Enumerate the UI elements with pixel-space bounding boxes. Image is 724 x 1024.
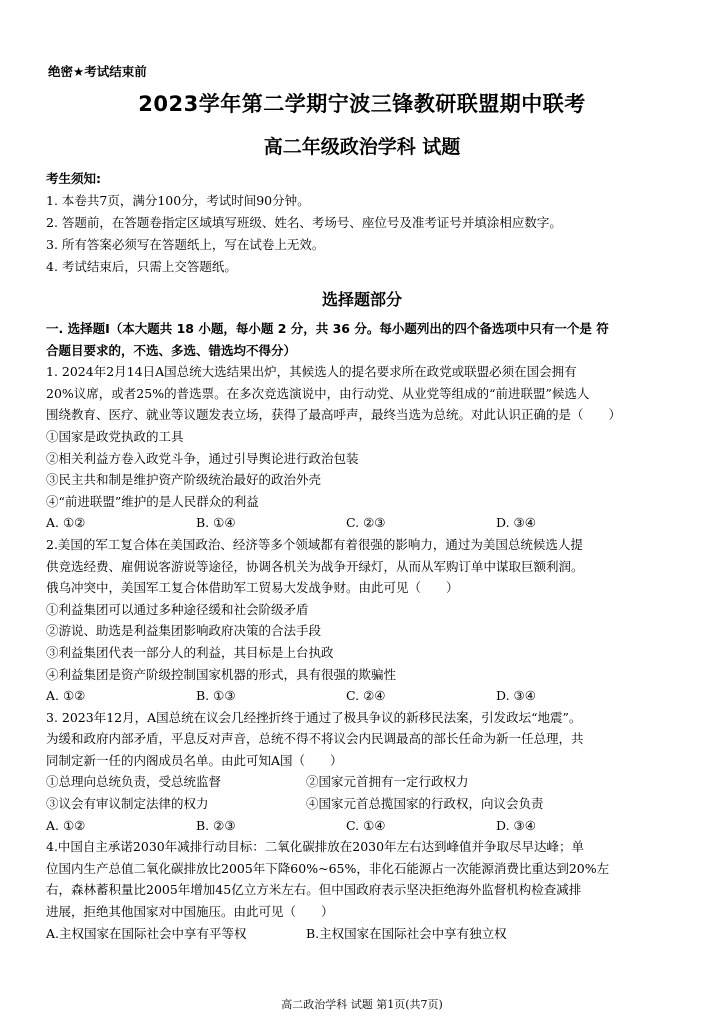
page-footer: 高二政治学科 试题 第1页(共7页) (281, 998, 443, 1011)
notice-item: 4. 考试结束后，只需上交答题纸。 (46, 259, 237, 274)
section-instructions: 合题目要求的，不选、多选、错选均不得分） (46, 342, 297, 358)
exam-subtitle: 高二年级政治学科 试题 (263, 136, 461, 158)
confidential-mark: 绝密★考试结束前 (48, 64, 147, 79)
notice-heading: 考生须知: (46, 171, 101, 186)
question-3 (46, 707, 686, 837)
option-b: B.主权国家在国际社会中享有独立权 (306, 925, 507, 941)
option-a: A.主权国家在国际社会中享有平等权 (46, 925, 247, 941)
question-body (46, 318, 686, 944)
option-b: B. ②③ (196, 817, 236, 833)
section-title: 选择题部分 (321, 290, 402, 309)
answer-options (46, 685, 686, 707)
question-2 (46, 534, 686, 707)
question-text: 围绕教育、医疗、就业等议题发表立场，获得了最高呼声，最终当选为总统。对此认识正确的是（ ） (46, 407, 622, 423)
statement: ①国家是政党执政的工具 (46, 428, 184, 444)
statement-row (46, 771, 686, 793)
option-a: A. ①② (46, 515, 86, 531)
question-text: 2.美国的军工复合体在美国政治、经济等多个领域都有着很强的影响力，通过为美国总统候选人提 (46, 536, 583, 552)
statement: ④“前进联盟”维护的是人民群众的利益 (46, 493, 259, 509)
candidate-notice (46, 168, 686, 278)
statement: ②相关利益方卷入政党斗争，通过引导舆论进行政治包装 (46, 450, 359, 466)
option-c: C. ②③ (346, 515, 386, 531)
option-a: A. ①② (46, 688, 86, 704)
question-1 (46, 361, 686, 534)
notice-item: 3. 所有答案必须写在答题纸上，写在试卷上无效。 (46, 237, 325, 252)
option-a: A. ①② (46, 817, 86, 833)
question-text: 进展，拒绝其他国家对中国施压。由此可见（ ） (46, 904, 334, 920)
question-text: 为缓和政府内部矛盾，平息反对声音，总统不得不将议会内民调最高的部长任命为新一任总理，共 (46, 731, 584, 747)
statement-row (46, 793, 686, 815)
statement: ③利益集团代表一部分人的利益，其目标是上台执政 (46, 644, 334, 660)
statement: ①总理向总统负责，受总统监督 (46, 774, 222, 790)
option-d: D. ③④ (496, 688, 536, 704)
option-d: D. ③④ (496, 817, 536, 833)
statement: ④利益集团是资产阶级控制国家机器的形式，具有很强的欺骗性 (46, 666, 397, 682)
option-d: D. ③④ (496, 515, 536, 531)
statement: ②国家元首拥有一定行政权力 (306, 774, 469, 790)
question-text: 右，森林蓄积量比2005年增加45亿立方米左右。但中国政府表示坚决拒绝海外监督机构检查减排 (46, 882, 582, 898)
option-b: B. ①③ (196, 688, 236, 704)
statement: ④国家元首总揽国家的行政权，向议会负责 (306, 796, 544, 812)
question-text: 位国内生产总值二氧化碳排放比2005年下降60%~65%，非化石能源占一次能源消费比重达到20%左 (46, 860, 610, 876)
answer-options (46, 923, 686, 945)
answer-options (46, 815, 686, 837)
section-instructions: 一. 选择题Ⅰ（本大题共 18 小题，每小题 2 分，共 36 分。每小题列出的四个备选项中只有一个是 符 (46, 321, 609, 336)
option-b: B. ①④ (196, 515, 236, 531)
notice-item: 2. 答题前，在答题卷指定区域填写班级、姓名、考场号、座位号及准考证号并填涂相应数字。 (46, 215, 562, 230)
option-c: C. ①④ (346, 817, 386, 833)
exam-title: 2023学年第二学期宁波三锋教研联盟期中联考 (138, 92, 586, 116)
question-text: 供竞选经费、雇佣说客游说等途径，协调各机关为战争开绿灯，从而从军购订单中谋取巨额利润。 (46, 558, 584, 574)
notice-item: 1. 本卷共7页，满分100分，考试时间90分钟。 (46, 193, 310, 208)
question-text: 俄乌冲突中，美国军工复合体借助军工贸易大发战争财。由此可见（ ） (46, 580, 459, 596)
statement: ①利益集团可以通过多种途径缓和社会阶级矛盾 (46, 601, 309, 617)
question-text: 3. 2023年12月，A国总统在议会几经挫折终于通过了极具争议的新移民法案，引发政坛“地震”。 (46, 709, 582, 725)
question-text: 1. 2024年2月14日A国总统大选结果出炉，其候选人的提名要求所在政党或联盟必须在国会拥有 (46, 364, 577, 380)
question-4 (46, 836, 686, 944)
statement: ②游说、助选是利益集团影响政府决策的合法手段 (46, 623, 322, 639)
question-text: 同制定新一任的内阁成员名单。由此可知A国（ ） (46, 752, 343, 768)
statement: ③议会有审议制定法律的权力 (46, 796, 209, 812)
option-c: C. ②④ (346, 688, 386, 704)
statement: ③民主共和制是维护资产阶级统治最好的政治外壳 (46, 472, 322, 488)
question-text: 20%议席，或者25%的普选票。在多次竞选演说中，由行动党、从业党等组成的“前进联盟”候选人 (46, 385, 590, 401)
question-text: 4.中国自主承诺2030年减排行动目标：二氧化碳排放在2030年左右达到峰值并争取尽早达峰；单 (46, 839, 585, 855)
answer-options (46, 512, 686, 534)
